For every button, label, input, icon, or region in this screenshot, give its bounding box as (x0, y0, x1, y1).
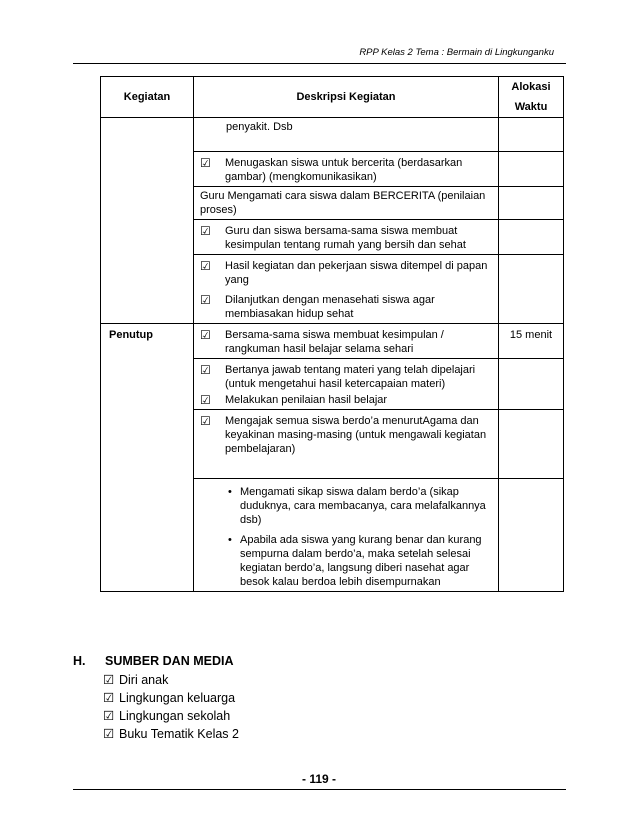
row-text: Dilanjutkan dengan menasehati siswa agar membiasakan hidup sehat (225, 294, 435, 320)
page-header: RPP Kelas 2 Tema : Bermain di Lingkunganku (359, 47, 554, 58)
alokasi-cell (499, 187, 564, 220)
checked-box-icon: ☑ (200, 224, 211, 238)
checked-box-icon: ☑ (103, 691, 115, 705)
checked-box-icon: ☑ (200, 363, 211, 377)
header-alokasi-text: Alokasi Waktu (511, 81, 551, 113)
checked-box-icon: ☑ (103, 709, 115, 723)
table-header-row (101, 77, 564, 118)
row-text: Hasil kegiatan dan pekerjaan siswa ditempel di papan yang (225, 260, 488, 286)
section-sumber-media (73, 654, 239, 743)
deskripsi-cell (194, 479, 499, 592)
list-item-text: Lingkungan keluarga (119, 691, 236, 705)
deskripsi-cell (194, 255, 499, 324)
deskripsi-cell (194, 410, 499, 479)
header-alokasi (499, 77, 564, 118)
alokasi-cell (499, 479, 564, 592)
header-rule (73, 63, 566, 64)
checked-box-icon: ☑ (200, 156, 211, 170)
activity-table (100, 76, 564, 592)
list-item-text: Lingkungan sekolah (119, 709, 231, 723)
alokasi-cell (499, 255, 564, 324)
alokasi-time: 15 menit (499, 324, 564, 359)
checked-box-icon: ☑ (103, 673, 115, 687)
bullet-icon: • (228, 486, 232, 498)
row-text: Guru Mengamati cara siswa dalam BERCERITA (penilaian proses) (200, 190, 486, 216)
row-text: Melakukan penilaian hasil belajar (225, 394, 388, 406)
list-item-text: Buku Tematik Kelas 2 (119, 727, 239, 741)
list-item (103, 725, 239, 743)
alokasi-cell (499, 152, 564, 187)
row-text: Menugaskan siswa untuk bercerita (berdasarkan gambar) (mengkomunikasikan) (225, 157, 463, 183)
table-row (101, 118, 564, 152)
row-text: Bersama-sama siswa membuat kesimpulan / rangkuman hasil belajar selama sehari (225, 329, 444, 355)
list-item (103, 707, 239, 725)
checked-box-icon: ☑ (200, 328, 211, 342)
alokasi-cell (499, 220, 564, 255)
alokasi-cell (499, 359, 564, 410)
table-row (101, 324, 564, 359)
row-text: Apabila ada siswa yang kurang benar dan kurang sempurna dalam berdo’a, maka setelah selesai kegiatan berdo’a, langsung diberi nasehat agar besok kalau berdoa lebih disempurnakan (240, 534, 482, 588)
deskripsi-cell (194, 152, 499, 187)
checked-box-icon: ☑ (200, 293, 211, 307)
alokasi-cell (499, 410, 564, 479)
checked-box-icon: ☑ (200, 414, 211, 428)
header-deskripsi: Deskripsi Kegiatan (194, 77, 499, 118)
deskripsi-cell (194, 359, 499, 410)
kegiatan-cell-empty (101, 118, 194, 324)
row-text: penyakit. Dsb (226, 121, 293, 133)
header-kegiatan: Kegiatan (101, 77, 194, 118)
row-text: Guru dan siswa bersama-sama siswa membuat kesimpulan tentang rumah yang bersih dan sehat (225, 225, 466, 251)
deskripsi-cell (194, 324, 499, 359)
deskripsi-cell (194, 187, 499, 220)
page-number: - 119 - (301, 772, 337, 786)
section-title: SUMBER DAN MEDIA (105, 654, 234, 668)
deskripsi-cell (194, 118, 499, 152)
bullet-icon: • (228, 534, 232, 546)
list-item-text: Diri anak (119, 673, 169, 687)
kegiatan-penutup: Penutup (101, 324, 194, 592)
row-text: Bertanya jawab tentang materi yang telah dipelajari (untuk mengetahui hasil ketercapaian materi) (225, 364, 476, 390)
row-text: Mengamati sikap siswa dalam berdo’a (sikap duduknya, cara membacanya, cara melafalkannya dsb) (240, 486, 486, 526)
list-item (103, 689, 239, 707)
deskripsi-cell (194, 220, 499, 255)
checked-box-icon: ☑ (200, 393, 211, 407)
footer-rule (73, 789, 566, 790)
checked-box-icon: ☑ (200, 259, 211, 273)
row-text: Mengajak semua siswa berdo’a menurutAgama dan keyakinan masing-masing (untuk mengawali kegiatan pembelajaran) (225, 415, 487, 455)
section-letter: H. (73, 654, 86, 668)
checked-box-icon: ☑ (103, 727, 115, 741)
alokasi-cell (499, 118, 564, 152)
list-item (103, 671, 239, 689)
